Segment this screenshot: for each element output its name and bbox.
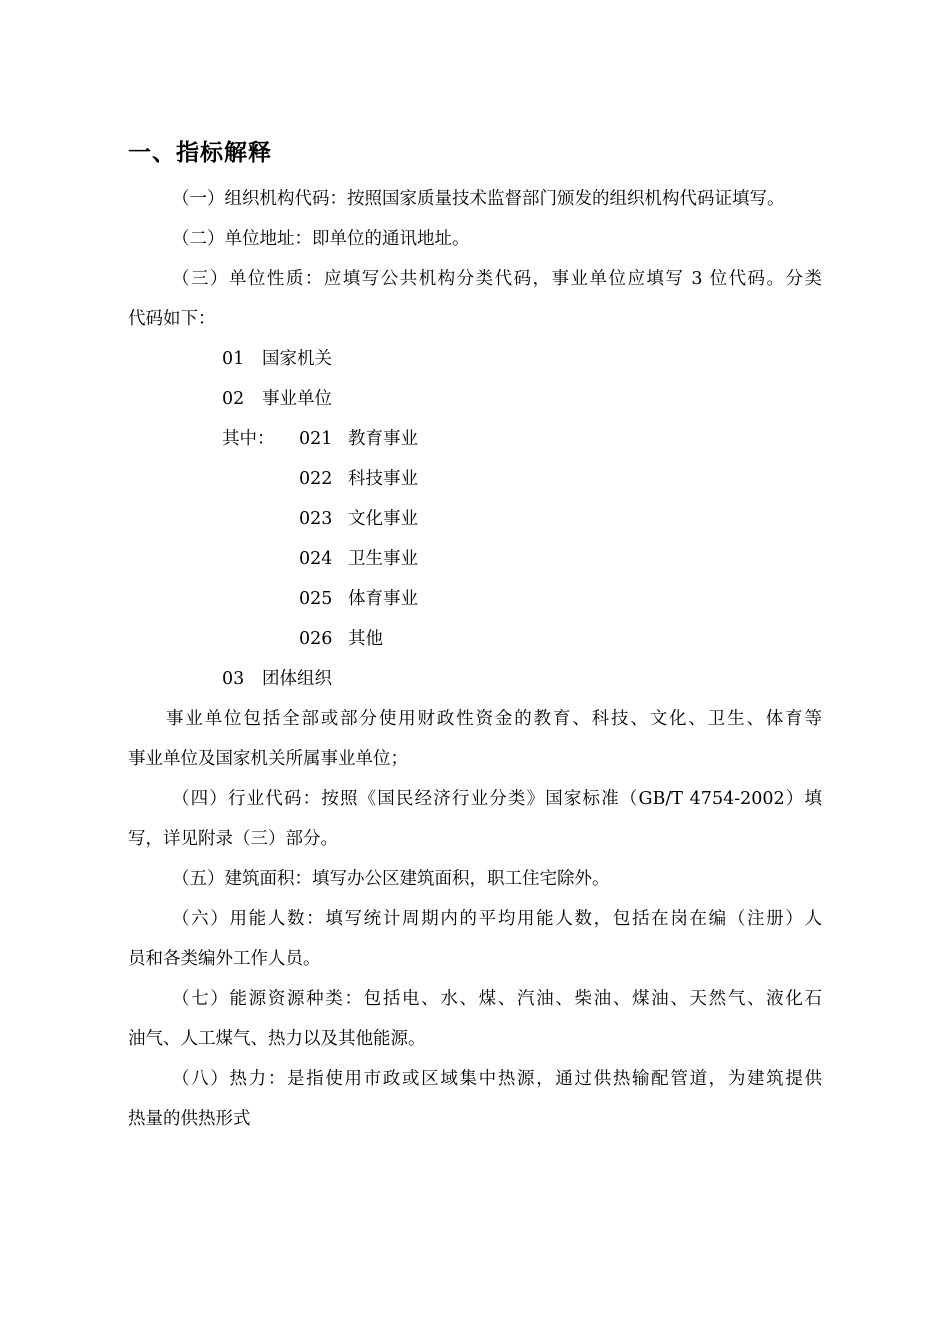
code-number: 023 [299,509,333,529]
code-number: 02 [222,389,245,409]
code-label: 卫生事业 [348,549,418,569]
code-label: 教育事业 [348,429,418,449]
code-row-03 [222,667,332,691]
code-label: 科技事业 [348,469,418,489]
note-line1: 事业单位包括全部或部分使用财政性资金的教育、科技、文化、卫生、体育等 [166,709,822,729]
item-nature-line2: 代码如下： [128,309,216,329]
note-line2: 事业单位及国家机关所属事业单位； [128,749,408,769]
item-org-code: （一）组织机构代码：按照国家质量技术监督部门颁发的组织机构代码证填写。 [172,189,785,209]
code-row-024 [299,547,418,571]
code-row-02 [222,387,332,411]
code-row-026 [299,627,383,651]
item-nature-line1: （三）单位性质：应填写公共机构分类代码，事业单位应填写 3 位代码。分类 [172,269,822,289]
item-heat-line1: （八）热力：是指使用市政或区域集中热源，通过供热输配管道，为建筑提供 [172,1069,822,1089]
item-address: （二）单位地址：即单位的通讯地址。 [172,229,470,249]
item-industry-line1: （四）行业代码：按照《国民经济行业分类》国家标准（GB/T 4754-2002）填 [172,789,822,809]
code-row-01 [222,347,332,371]
item-heat-line2: 热量的供热形式 [128,1109,251,1129]
code-label: 其他 [348,629,383,649]
code-number: 026 [299,629,333,649]
sub-codes-prefix: 其中： [222,429,275,449]
code-label: 文化事业 [348,509,418,529]
item-energy-line1: （七）能源资源种类：包括电、水、煤、汽油、柴油、煤油、天然气、液化石 [172,989,822,1009]
code-row-023 [299,507,418,531]
section-heading: 一、指标解释 [128,140,272,166]
code-number: 021 [299,429,333,449]
item-industry-line2: 写，详见附录（三）部分。 [128,829,338,849]
code-label: 团体组织 [262,669,332,689]
code-label: 事业单位 [262,389,332,409]
item-people-line2: 员和各类编外工作人员。 [128,949,321,969]
code-number: 01 [222,349,245,369]
code-number: 025 [299,589,333,609]
code-number: 03 [222,669,245,689]
code-row-022 [299,467,418,491]
code-row-021 [222,427,418,451]
code-label: 国家机关 [262,349,332,369]
code-label: 体育事业 [348,589,418,609]
code-number: 024 [299,549,333,569]
code-row-025 [299,587,418,611]
item-people-line1: （六）用能人数：填写统计周期内的平均用能人数，包括在岗在编（注册）人 [172,909,822,929]
code-number: 022 [299,469,333,489]
item-area: （五）建筑面积：填写办公区建筑面积，职工住宅除外。 [172,869,610,889]
item-energy-line2: 油气、人工煤气、热力以及其他能源。 [128,1029,426,1049]
